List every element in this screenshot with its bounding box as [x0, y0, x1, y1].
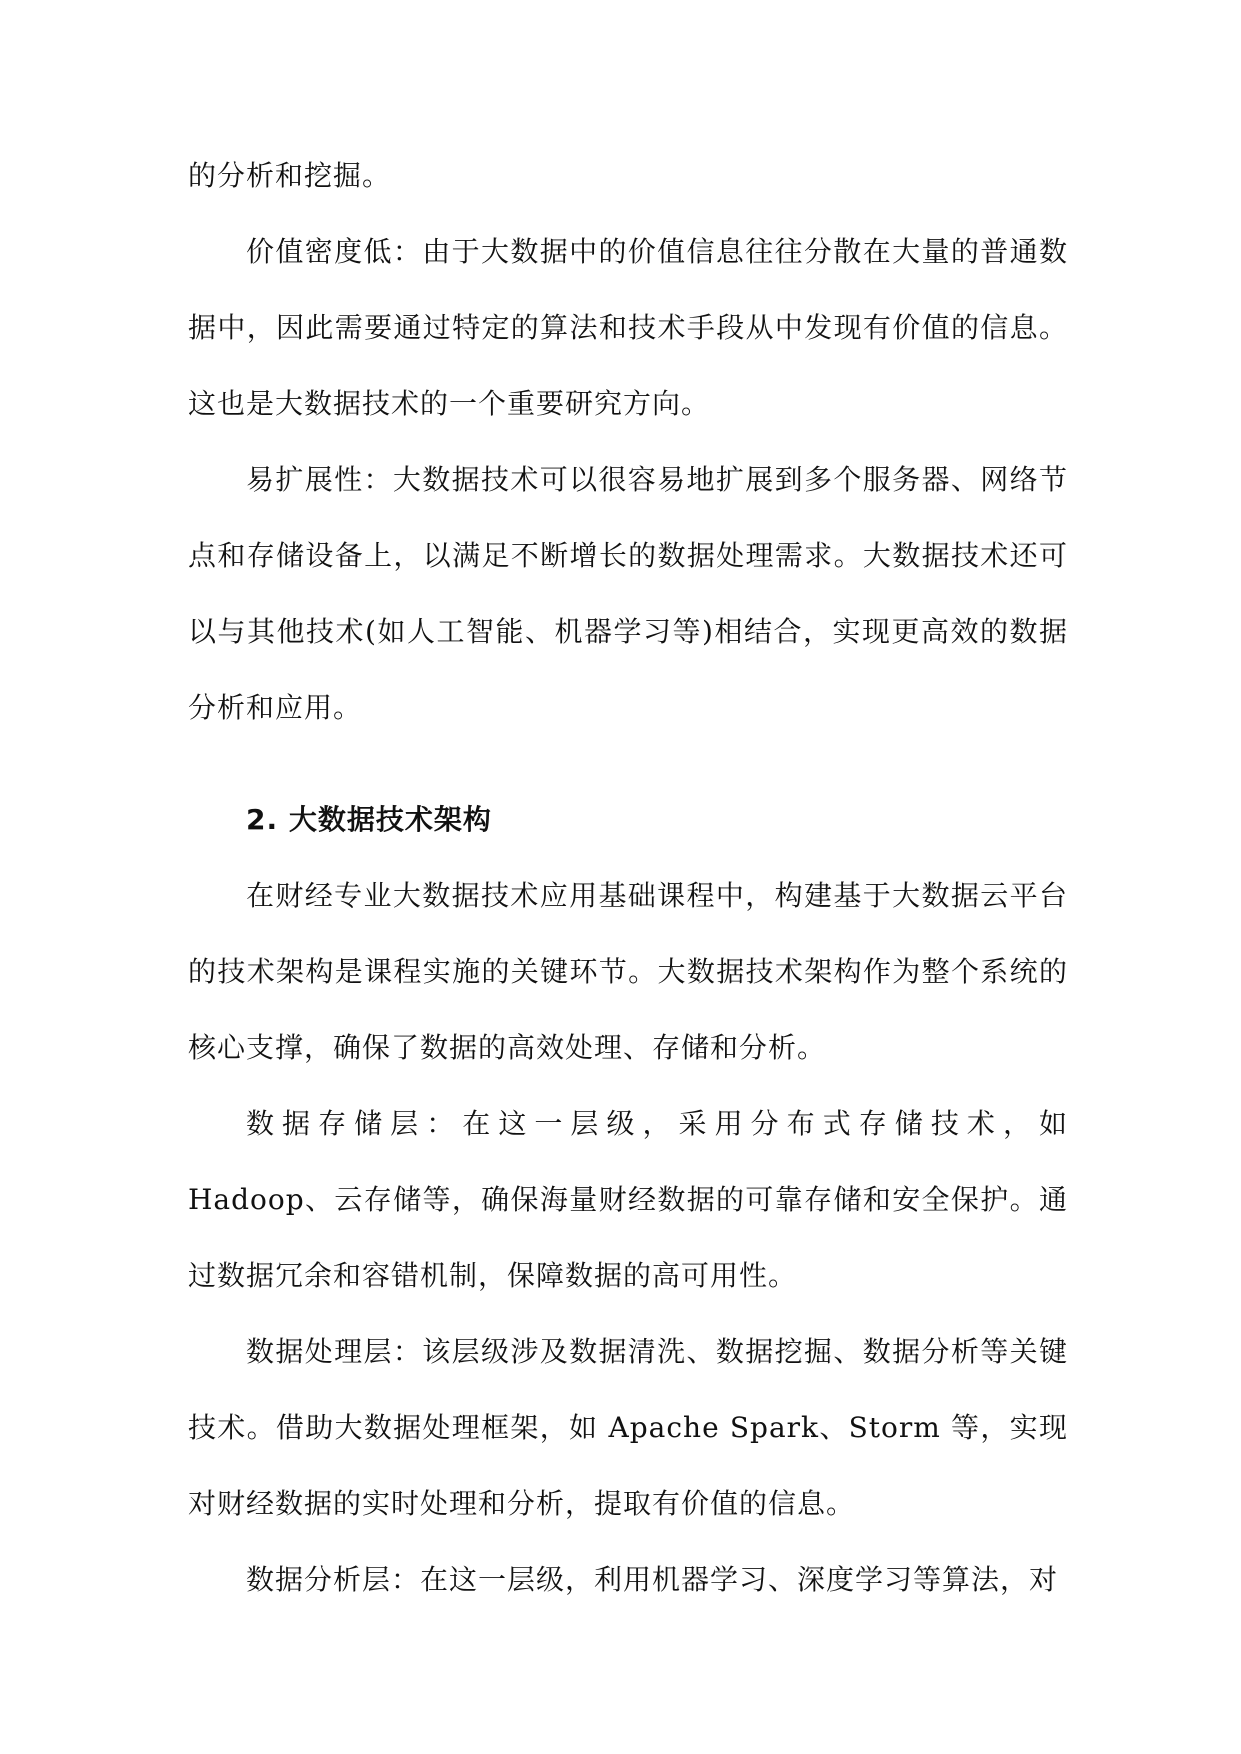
paragraph-value-density: 价值密度低：由于大数据中的价值信息往往分散在大量的普通数据中，因此需要通过特定的算法和技术手段从中发现有价值的信息。这也是大数据技术的一个重要研究方向。: [188, 235, 1068, 420]
paragraph-continuation: 的分析和挖掘。: [188, 159, 392, 192]
document-body: [188, 138, 1068, 1618]
paragraph-architecture-intro: 在财经专业大数据技术应用基础课程中，构建基于大数据云平台的技术架构是课程实施的关键环节。大数据技术架构作为整个系统的核心支撑，确保了数据的高效处理、存储和分析。: [188, 879, 1068, 1064]
paragraph-processing-layer: 数据处理层：该层级涉及数据清洗、数据挖掘、数据分析等关键技术。借助大数据处理框架，如 Apache Spark、Storm 等，实现对财经数据的实时处理和分析，提取有价值的信息。: [188, 1335, 1068, 1520]
paragraph-analysis-layer: 数据分析层：在这一层级，利用机器学习、深度学习等算法，对: [246, 1563, 1059, 1596]
paragraph-storage-layer: 数据存储层：在这一层级，采用分布式存储技术，如 Hadoop、云存储等，确保海量财经数据的可靠存储和安全保护。通过数据冗余和容错机制，保障数据的高可用性。: [188, 1107, 1068, 1292]
paragraph-scalability: 易扩展性：大数据技术可以很容易地扩展到多个服务器、网络节点和存储设备上，以满足不断增长的数据处理需求。大数据技术还可以与其他技术(如人工智能、机器学习等)相结合，实现更高效的数据分析和应用。: [188, 463, 1068, 724]
section-heading: 2. 大数据技术架构: [246, 803, 492, 836]
